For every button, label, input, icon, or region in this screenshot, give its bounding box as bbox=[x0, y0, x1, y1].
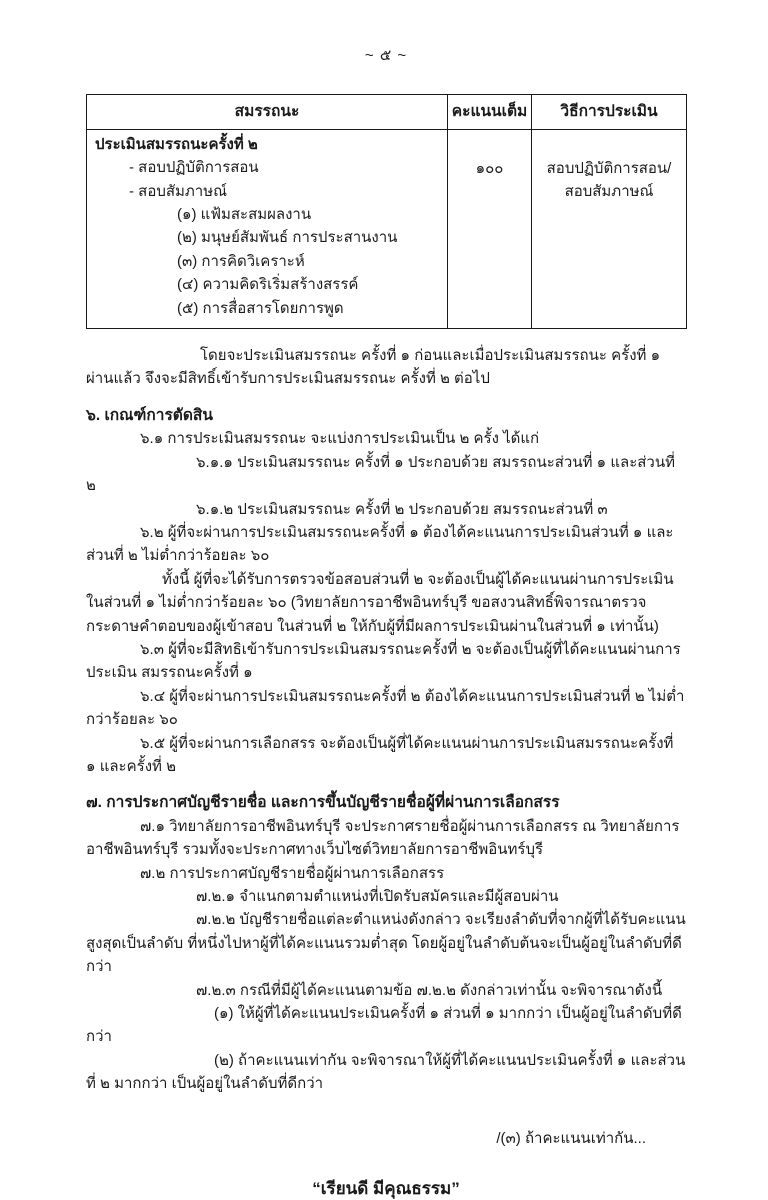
col-header-method: วิธีการประเมิน bbox=[532, 95, 687, 129]
competency-line: ประเมินสมรรถนะครั้งที่ ๒ bbox=[95, 135, 258, 153]
paragraph: โดยจะประเมินสมรรถนะ ครั้งที่ ๑ ก่อนและเมื่อประเมินสมรรถนะ ครั้งที่ ๑ ผ่านแล้ว จึงจะมีสิทธิ์เข้ารับการประเมินสมรรถนะ ครั้งที่ ๒ ต่อไป bbox=[86, 347, 661, 388]
score-cell bbox=[448, 129, 532, 328]
continuation-note: /(๓) ถ้าคะแนนเท่ากัน... bbox=[496, 1129, 646, 1147]
method-line: สอบสัมภาษณ์ bbox=[564, 183, 654, 201]
table-row bbox=[87, 129, 687, 328]
page-content bbox=[86, 0, 686, 1200]
method-cell bbox=[532, 129, 687, 328]
paragraph: ๗.๒.๒ บัญชีรายชื่อแต่ละตำแหน่งดังกล่าว จะเรียงลำดับที่จากผู้ที่ได้รับคะแนนสูงสุดเป็นลำดับ ที่หนึ่งไปหาผู้ที่ได้คะแนนรวมต่ำสุด โดยผู้อยู่ในลำดับต้นจะเป็นผู้อยู่ในลำดับที่ดีกว่า bbox=[86, 911, 686, 976]
paragraph: ๖.๑.๒ ประเมินสมรรถนะ ครั้งที่ ๒ ประกอบด้วย สมรรถนะส่วนที่ ๓ bbox=[196, 500, 608, 518]
competency-line-list bbox=[95, 133, 443, 320]
method-line-list bbox=[536, 133, 682, 204]
paragraph: (๑) ให้ผู้ที่ได้คะแนนประเมินครั้งที่ ๑ ส่วนที่ ๑ มากกว่า เป็นผู้อยู่ในลำดับที่ดีกว่า bbox=[86, 1005, 682, 1046]
competency-line: (๕) การสื่อสารโดยการพูด bbox=[177, 299, 344, 317]
paragraph: ๗.๒ การประกาศบัญชีรายชื่อผู้ผ่านการเลือกสรร bbox=[140, 864, 445, 882]
paragraph: ๖.๑ การประเมินสมรรถนะ จะแบ่งการประเมินเป็น ๒ ครั้ง ได้แก่ bbox=[140, 430, 540, 448]
competency-line: (๓) การคิดวิเคราะห์ bbox=[177, 252, 305, 270]
paragraph: ๗. การประกาศบัญชีรายชื่อ และการขึ้นบัญชีรายชื่อผู้ที่ผ่านการเลือกสรร bbox=[86, 794, 560, 812]
col-header-full-score: คะแนนเต็ม bbox=[448, 95, 532, 129]
page-number: ~ ๕ ~ bbox=[364, 47, 408, 64]
table-header-row bbox=[87, 95, 687, 129]
competency-line: (๔) ความคิดริเริ่มสร้างสรรค์ bbox=[177, 276, 359, 294]
paragraph: ทั้งนี้ ผู้ที่จะได้รับการตรวจข้อสอบส่วนที่ ๒ จะต้องเป็นผู้ได้คะแนนผ่านการประเมินในส่วนที่ ๑ ไม่ต่ำกว่าร้อยละ ๖๐ (วิทยาลัยการอาชีพอินทร์บุรี ขอสงวนสิทธิ์พิจารณาตรวจกระดาษคำตอบของผู้เข้าสอบ ในส่วนที่ ๒ ให้กับผู้ที่มีผลการประเมินผ่านในส่วนที่ ๑ เท่านั้น) bbox=[86, 570, 674, 635]
footer-motto: “เรียนดี มีคุณธรรม” bbox=[312, 1179, 460, 1199]
paragraph: ๗.๒.๓ กรณีที่มีผู้ได้คะแนนตามข้อ ๗.๒.๒ ดังกล่าวเท่านั้น จะพิจารณาดังนี้ bbox=[196, 981, 663, 999]
full-score-value: ๑๐๐ bbox=[475, 159, 504, 177]
competency-line: (๒) มนุษย์สัมพันธ์ การประสานงาน bbox=[177, 229, 398, 247]
competency-line: - สอบสัมภาษณ์ bbox=[129, 182, 228, 200]
paragraph: ๖.๕ ผู้ที่จะผ่านการเลือกสรร จะต้องเป็นผู้ที่ได้คะแนนผ่านการประเมินสมรรถนะครั้งที่ ๑ และครั้งที่ ๒ bbox=[86, 734, 674, 775]
paragraph: ๗.๑ วิทยาลัยการอาชีพอินทร์บุรี จะประกาศรายชื่อผู้ผ่านการเลือกสรร ณ วิทยาลัยการอาชีพอินทร์บุรี รวมทั้งจะประกาศทางเว็บไซต์วิทยาลัยการอาชีพอินทร์บุรี bbox=[86, 817, 680, 859]
paragraph: ๗.๒.๑ จำแนกตามตำแหน่งที่เปิดรับสมัครและมีผู้สอบผ่าน bbox=[196, 888, 559, 905]
paragraph: ๖. เกณฑ์การตัดสิน bbox=[86, 406, 213, 424]
paragraph: (๒) ถ้าคะแนนเท่ากัน จะพิจารณาให้ผู้ที่ได้คะแนนประเมินครั้งที่ ๑ และส่วนที่ ๒ มากกว่า เป็นผู้อยู่ในลำดับที่ดีกว่า bbox=[86, 1051, 686, 1093]
paragraph: ๖.๑.๑ ประเมินสมรรถนะ ครั้งที่ ๑ ประกอบด้วย สมรรถนะส่วนที่ ๑ และส่วนที่ ๒ bbox=[86, 453, 675, 495]
document-body bbox=[86, 344, 686, 1096]
paragraph: ๖.๓ ผู้ที่จะมีสิทธิเข้ารับการประเมินสมรรถนะครั้งที่ ๒ จะต้องเป็นผู้ที่ได้คะแนนผ่านการประเมิน สมรรถนะครั้งที่ ๑ bbox=[86, 640, 681, 682]
competency-table bbox=[86, 94, 687, 329]
method-line: สอบปฏิบัติการสอน/ bbox=[546, 159, 672, 177]
competency-cell bbox=[87, 129, 448, 328]
paragraph: ๖.๔ ผู้ที่จะผ่านการประเมินสมรรถนะครั้งที่ ๒ ต้องได้คะแนนการประเมินส่วนที่ ๒ ไม่ต่ำกว่าร้อยละ ๖๐ bbox=[86, 687, 685, 729]
competency-line: - สอบปฏิบัติการสอน bbox=[129, 159, 259, 177]
col-header-competency: สมรรถนะ bbox=[87, 95, 448, 129]
competency-line: (๑) แฟ้มสะสมผลงาน bbox=[177, 206, 312, 224]
paragraph: ๖.๒ ผู้ที่จะผ่านการประเมินสมรรถนะครั้งที่ ๑ ต้องได้คะแนนการประเมินส่วนที่ ๑ และส่วนที่ ๒ ไม่ต่ำกว่าร้อยละ ๖๐ bbox=[86, 523, 674, 565]
